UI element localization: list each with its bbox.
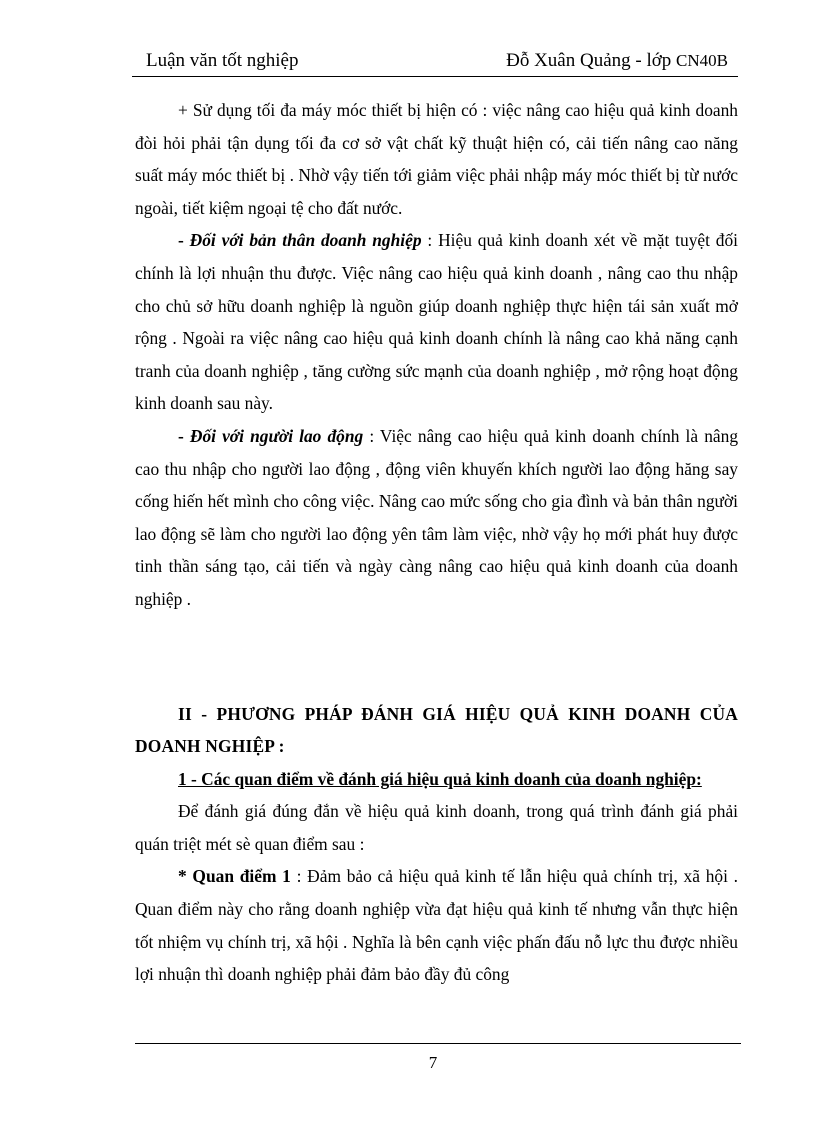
paragraph-emphasis: Đối với người lao động [189, 425, 364, 446]
paragraph [135, 224, 738, 420]
paragraph [135, 94, 738, 224]
section-spacer [135, 616, 738, 698]
header-author [506, 50, 728, 72]
section-title: II - PHƯƠNG PHÁP ĐÁNH GIÁ HIỆU QUẢ KINH DOANH CỦA DOANH NGHIỆP : [135, 703, 738, 757]
header-author-text: Đỗ Xuân Quảng - lớp [506, 50, 672, 71]
paragraph-text: : Việc nâng cao hiệu quả kinh doanh chính là nâng cao thu nhập cho người lao động , động viên khuyến khích người lao động hăng say cống hiến hết mình cho công việc. Nâng cao mức sống cho gia đình và bản thân người lao động sẽ làm cho người lao động yên tâm làm việc, nhờ vậy họ mới phát huy được tinh thần sáng tạo, cải tiến và ngày càng nâng cao hiệu quả kinh doanh của doanh nghiệp . [135, 425, 739, 609]
paragraph [135, 420, 738, 616]
footer-rule [135, 1043, 741, 1044]
paragraph-text: : Hiệu quả kinh doanh xét về mặt tuyệt đối chính là lợi nhuận thu được. Việc nâng cao hiệu quả kinh doanh , nâng cao thu nhập cho chủ sở hữu doanh nghiệp là nguồn giúp doanh nghiệp thực hiện tái sản xuất mở rộng . Ngoài ra việc nâng cao hiệu quả kinh doanh chính là nâng cao khả năng cạnh tranh của doanh nghiệp , tăng cường sức mạnh của doanh nghiệp , mở rộng hoạt động kinh doanh sau này. [135, 230, 739, 414]
page-number: 7 [428, 1053, 438, 1072]
paragraph-emphasis: Đối với bản thân doanh nghiệp [189, 230, 422, 251]
paragraph-text: : Đảm bảo cả hiệu quả kinh tế lẫn hiệu quả chính trị, xã hội . Quan điểm này cho rằng doanh nghiệp vừa đạt hiệu quả kinh tế nhưng vẫn thực hiện tốt nhiệm vụ chính trị, xã hội . Nghĩa là bên cạnh việc phấn đấu nỗ lực thu được nhiều lợi nhuận thì doanh nghiệp phải đảm bảo đầy đủ công [135, 866, 739, 985]
header-title: Luận văn tốt nghiệp [146, 50, 299, 71]
subsection-title: 1 - Các quan điểm về đánh giá hiệu quả kinh doanh của doanh nghiệp: [178, 768, 702, 789]
paragraph-lead: - [178, 425, 190, 446]
paragraph [135, 795, 738, 860]
paragraph-emphasis: * Quan điểm 1 [178, 866, 291, 887]
header-class: CN40B [676, 51, 728, 70]
page-body [135, 94, 738, 991]
paragraph-lead: - [178, 230, 190, 251]
paragraph [135, 860, 738, 990]
paragraph-text: Để đánh giá đúng đắn về hiệu quả kinh doanh, trong quá trình đánh giá phải quán triệt mét sè quan điểm sau : [135, 801, 738, 854]
page-header [132, 48, 738, 77]
paragraph-text: + Sử dụng tối đa máy móc thiết bị hiện có : việc nâng cao hiệu quả kinh doanh đòi hỏi phải tận dụng tối đa cơ sở vật chất kỹ thuật hiện có, cải tiến nâng cao năng suất máy móc thiết bị . Nhờ vậy tiến tới giảm việc phải nhập máy móc thiết bị từ nước ngoài, tiết kiệm ngoại tệ cho đất nước. [135, 100, 738, 218]
